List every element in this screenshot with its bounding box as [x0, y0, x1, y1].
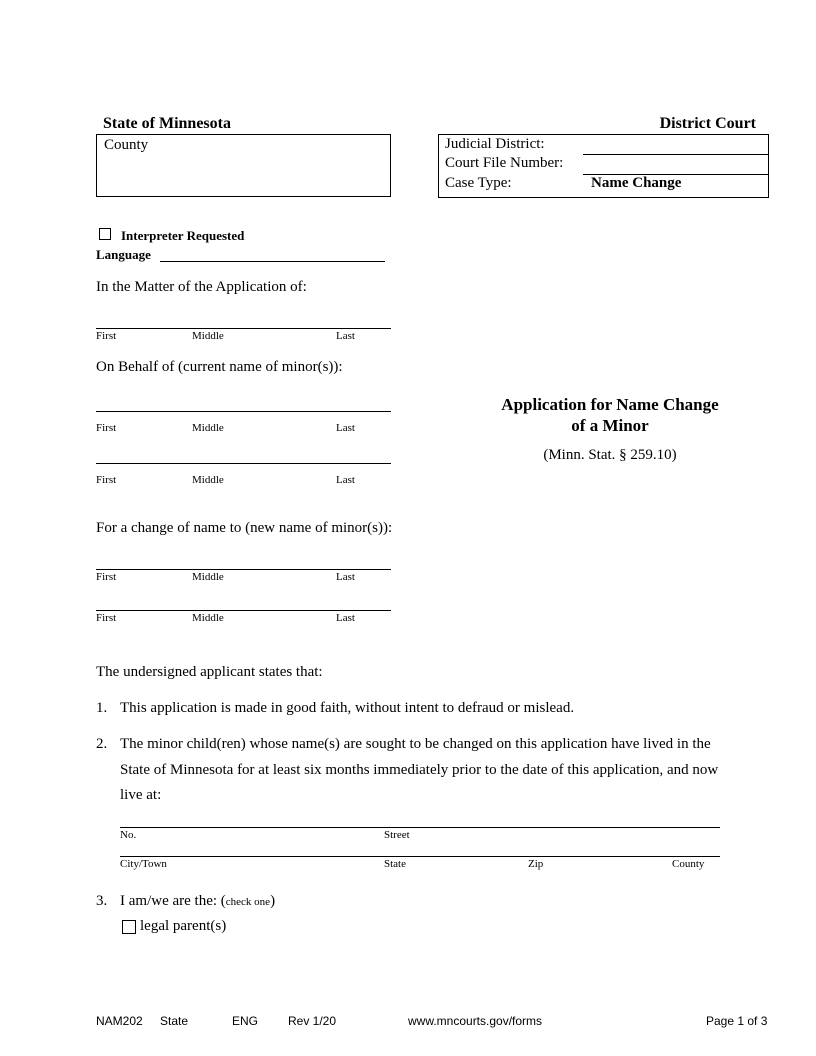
change-to-intro: For a change of name to (new name of minor(s)):: [96, 520, 393, 536]
middle-label: Middle: [192, 474, 224, 486]
item-1-number: 1.: [96, 700, 108, 716]
language-label: Language: [96, 247, 151, 262]
case-type-label: Case Type:: [445, 175, 512, 191]
last-label: Last: [336, 330, 355, 342]
court-heading: District Court: [659, 115, 756, 132]
item-2-number: 2.: [96, 736, 108, 752]
court-file-number-label: Court File Number:: [445, 155, 564, 171]
footer-page-number: Page 1 of 3: [706, 1014, 768, 1028]
judicial-district-field[interactable]: [583, 154, 769, 155]
legal-parent-checkbox[interactable]: [122, 920, 136, 934]
form-title-line1: Application for Name Change: [501, 395, 719, 414]
item-3-number: 3.: [96, 893, 108, 909]
first-label: First: [96, 422, 117, 434]
middle-label: Middle: [192, 422, 224, 434]
state-heading: State of Minnesota: [103, 115, 231, 132]
item-3-close: ): [270, 893, 276, 909]
last-label: Last: [336, 422, 355, 434]
item-2-text-line1: The minor child(ren) whose name(s) are sought to be changed on this application have lived in the: [120, 736, 711, 752]
middle-label: Middle: [192, 612, 224, 624]
first-label: First: [96, 571, 117, 583]
middle-label: Middle: [192, 571, 224, 583]
case-info-box: [438, 134, 769, 198]
addr-county-label: County: [672, 858, 705, 870]
form-title-line2: of a Minor: [571, 416, 649, 435]
current-name-field-2[interactable]: [96, 463, 391, 464]
first-label: First: [96, 612, 117, 624]
statute-citation: (Minn. Stat. § 259.10): [543, 447, 677, 463]
interpreter-checkbox[interactable]: [99, 228, 111, 240]
address-line-1[interactable]: [120, 827, 720, 828]
applicant-name-field[interactable]: [96, 328, 391, 329]
address-line-2[interactable]: [120, 856, 720, 857]
addr-no-label: No.: [120, 829, 137, 841]
footer-form-id: NAM202: [96, 1014, 143, 1028]
county-label: County: [104, 137, 149, 153]
last-label: Last: [336, 474, 355, 486]
legal-parent-label: legal parent(s): [140, 918, 227, 934]
addr-state-label: State: [384, 858, 406, 870]
addr-city-label: City/Town: [120, 858, 167, 870]
item-2-text-line2: State of Minnesota for at least six months immediately prior to the date of this application, and now: [120, 762, 719, 778]
middle-label: Middle: [192, 330, 224, 342]
interpreter-label: Interpreter Requested: [121, 228, 245, 243]
item-1-text: This application is made in good faith, without intent to defraud or mislead.: [120, 700, 575, 716]
first-label: First: [96, 330, 117, 342]
last-label: Last: [336, 612, 355, 624]
item-3-text: [120, 893, 275, 910]
case-type-value: Name Change: [591, 175, 682, 191]
footer-revision: Rev 1/20: [288, 1014, 337, 1028]
current-name-field-1[interactable]: [96, 411, 391, 412]
new-name-field-2[interactable]: [96, 610, 391, 611]
new-name-field-1[interactable]: [96, 569, 391, 570]
check-one-note: check one: [225, 896, 271, 908]
addr-street-label: Street: [384, 829, 410, 841]
item-3-lead: I am/we are the: (: [120, 893, 226, 909]
judicial-district-label: Judicial District:: [445, 136, 545, 152]
footer-language: ENG: [232, 1014, 259, 1028]
footer-category: State: [160, 1014, 189, 1028]
last-label: Last: [336, 571, 355, 583]
first-label: First: [96, 474, 117, 486]
footer-url[interactable]: www.mncourts.gov/forms: [408, 1014, 543, 1028]
behalf-intro: On Behalf of (current name of minor(s)):: [96, 359, 343, 375]
language-field[interactable]: [160, 261, 385, 262]
county-box[interactable]: [96, 134, 391, 197]
addr-zip-label: Zip: [528, 858, 544, 870]
statements-intro: The undersigned applicant states that:: [96, 664, 323, 680]
item-2-text-line3: live at:: [120, 787, 162, 803]
matter-intro: In the Matter of the Application of:: [96, 279, 307, 295]
